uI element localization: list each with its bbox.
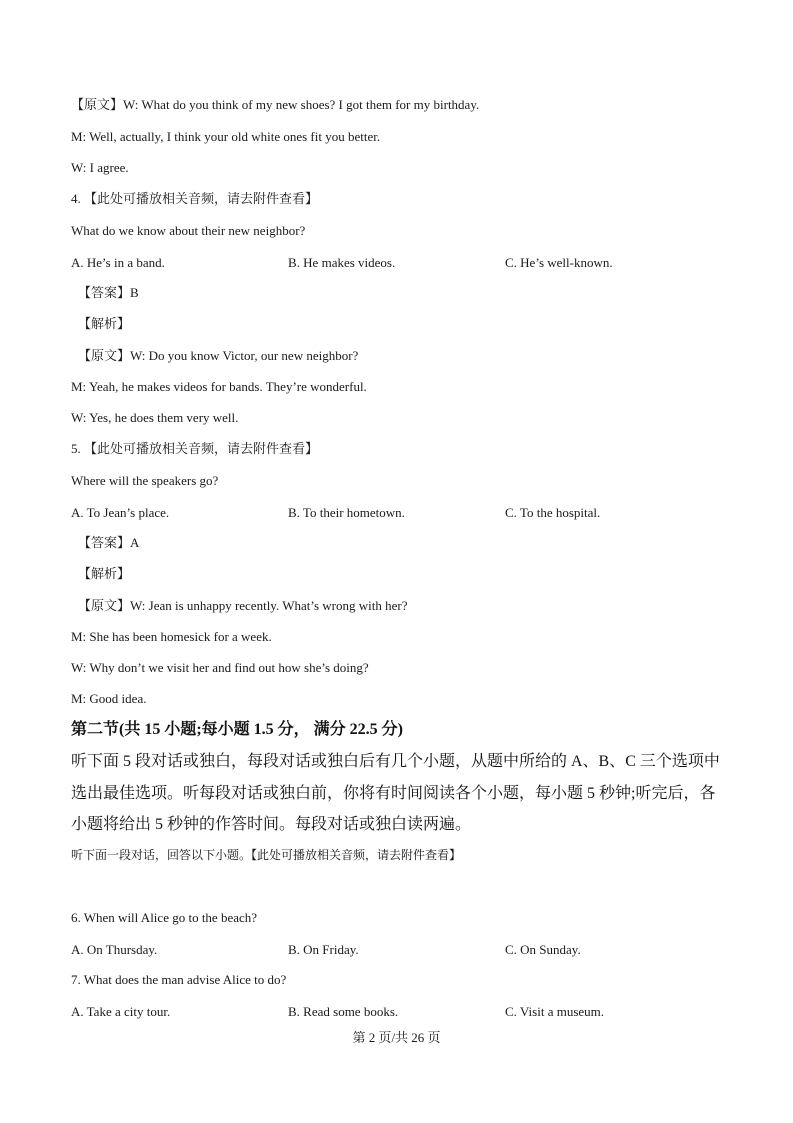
q4-option-c: C. He’s well-known. <box>505 255 613 270</box>
q5-question: Where will the speakers go? <box>71 473 219 488</box>
q7-question: 7. What does the man advise Alice to do? <box>71 972 287 987</box>
q5-transcript-line-1: 【原文】W: Jean is unhappy recently. What’s wrong with her? <box>78 598 408 613</box>
section-2-subinstruction: 听下面一段对话，回答以下小题。【此处可播放相关音频，请去附件查看】 <box>71 848 462 862</box>
q5-transcript-line-3: W: Why don’t we visit her and find out how she’s doing? <box>71 660 369 675</box>
q4-option-b: B. He makes videos. <box>288 255 396 270</box>
q4-transcript-line-3: W: Yes, he does them very well. <box>71 410 239 425</box>
q6-option-b: B. On Friday. <box>288 942 359 957</box>
q7-option-a: A. Take a city tour. <box>71 1004 171 1019</box>
q5-answer: 【答案】A <box>78 535 140 550</box>
q4-analysis-label: 【解析】 <box>78 316 131 331</box>
section-2-instructions-line-3: 小题将给出 5 秒钟的作答时间。每段对话或独白读两遍。 <box>71 816 472 833</box>
q5-option-c: C. To the hospital. <box>505 505 601 520</box>
q3-transcript-line-1: 【原文】W: What do you think of my new shoes? I got them for my birthday. <box>71 97 480 112</box>
q5-transcript-line-2: M: She has been homesick for a week. <box>71 629 272 644</box>
q6-question: 6. When will Alice go to the beach? <box>71 910 258 925</box>
q5-transcript-line-4: M: Good idea. <box>71 691 147 706</box>
q3-transcript-line-3: W: I agree. <box>71 160 129 175</box>
q5-header: 5. 【此处可播放相关音频，请去附件查看】 <box>71 441 319 456</box>
q4-question: What do we know about their new neighbor? <box>71 223 306 238</box>
q6-option-a: A. On Thursday. <box>71 942 158 957</box>
q4-transcript-line-1: 【原文】W: Do you know Victor, our new neighbor? <box>78 348 359 363</box>
q7-option-b: B. Read some books. <box>288 1004 399 1019</box>
q4-option-a: A. He’s in a band. <box>71 255 165 270</box>
q3-transcript-line-2: M: Well, actually, I think your old white ones fit you better. <box>71 129 381 144</box>
q7-option-c: C. Visit a museum. <box>505 1004 605 1019</box>
q6-option-c: C. On Sunday. <box>505 942 581 957</box>
q4-header: 4. 【此处可播放相关音频，请去附件查看】 <box>71 191 319 206</box>
q5-option-a: A. To Jean’s place. <box>71 505 170 520</box>
q5-analysis-label: 【解析】 <box>78 566 131 581</box>
q5-option-b: B. To their hometown. <box>288 505 405 520</box>
q4-transcript-line-2: M: Yeah, he makes videos for bands. They’re wonderful. <box>71 379 367 394</box>
section-2-title: 第二节(共 15 小题;每小题 1.5 分， 满分 22.5 分) <box>71 721 403 738</box>
section-2-instructions-line-2: 选出最佳选项。听每段对话或独白前，你将有时间阅读各个小题，每小题 5 秒钟;听完后，各 <box>71 785 716 802</box>
q4-answer: 【答案】B <box>78 285 139 300</box>
page-footer: 第 2 页/共 26 页 <box>352 1030 441 1045</box>
section-2-instructions-line-1: 听下面 5 段对话或独白，每段对话或独白后有几个小题，从题中所给的 A、B、C 三个选项中 <box>71 753 720 770</box>
